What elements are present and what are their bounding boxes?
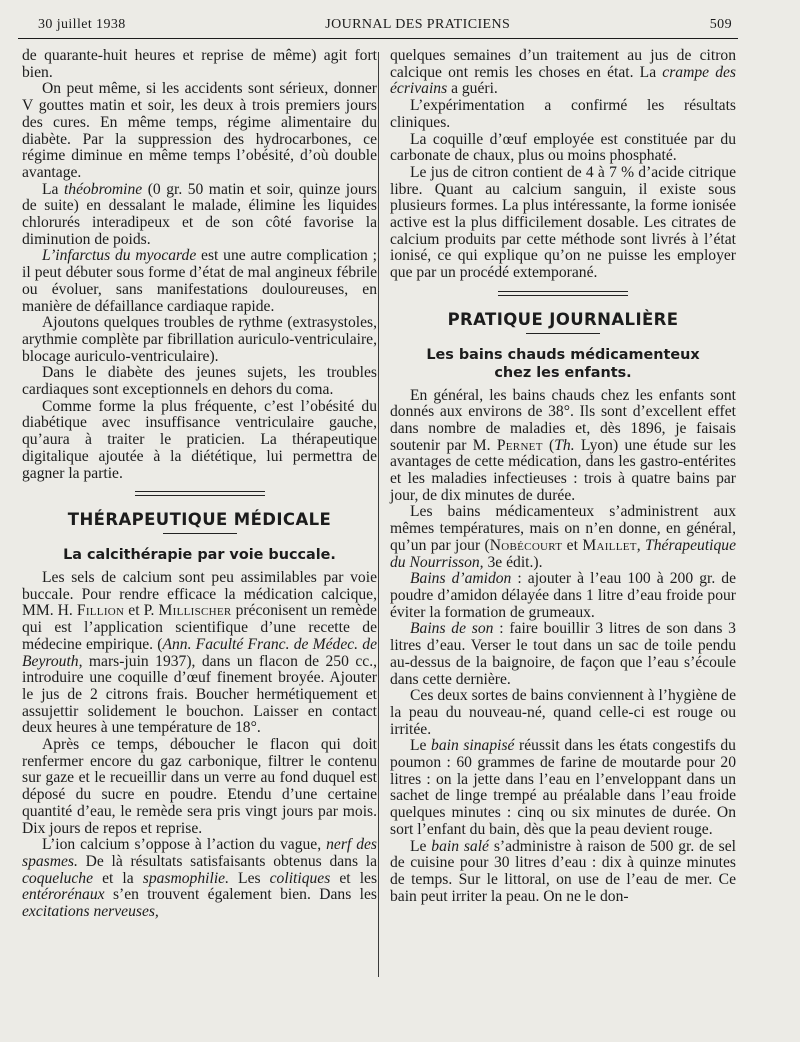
header-page-number: 509 (709, 17, 732, 32)
article-title: Les bains chauds médicamenteux chez les enfants. (426, 346, 700, 381)
paragraph: L’ion calcium s’oppose à l’action du vague, nerf des spasmes. De là résultats satisfaisants obtenus dans la coqueluche et la spasmophilie. Les colitiques et les entérorénaux s’en trouvent également bien. Dans les excitations nerveuses, (22, 836, 378, 921)
paragraph: Le bain sinapisé réussit dans les états congestifs du poumon : 60 grammes de farine de moutarde pour 20 litres : on la jette dans l’eau en l’enveloppant dans un sachet de linge trempé au préalable dans l’eau froide quelques minutes : cinq ou six minutes de durée. On sort l’enfant du bain, dès que la peau devient rouge. (390, 737, 736, 838)
paragraph: Bains de son : faire bouillir 3 litres de son dans 3 litres d’eau. Verser le tout dans un sac de toile pendu au-dessus de la baignoire, de façon que l’eau s’écoule dans cette dernière. (390, 620, 736, 688)
section-title: PRATIQUE JOURNALIÈRE (447, 309, 679, 329)
paragraph: L’expérimentation a confirmé les résultats cliniques. (390, 97, 736, 131)
paragraph: Après ce temps, déboucher le flacon qui doit renfermer encore du gaz carbonique, filtrer le contenu sur gaze et le recueillir dans un verre au fond duquel est déposé du sucre en poudre. Etendu d’une certaine quantité d’eau, le remède sera pris vingt jours par mois. Dix jours de repos et reprise. (22, 736, 377, 837)
paragraph: de quarante-huit heures et reprise de même) agit fort bien. (22, 47, 377, 81)
header-date: 30 juillet 1938 (38, 17, 126, 32)
column-divider (378, 52, 379, 977)
paragraph: Les bains médicamenteux s’administrent aux mêmes températures, mais on n’en donne, en général, qu’un par jour (Nobécourt et Maillet, Thérapeutique du Nourrisson, 3e édit.). (390, 503, 736, 571)
section-separator (498, 291, 628, 296)
section-underline (526, 333, 600, 334)
paragraph: Ajoutons quelques troubles de rythme (extrasystoles, arythmie complète par fibrillation auriculo-ventriculaire, blocage auriculo-ventriculaire). (22, 314, 377, 365)
paragraph: L’infarctus du myocarde est une autre complication ; il peut débuter sous forme d’état de mal angineux fébrile ou évoluer, sans manifestations douloureuses, en manière de défaillance cardiaque rapide. (22, 247, 377, 315)
left-column (22, 48, 377, 921)
page-header (38, 14, 732, 36)
section-title: THÉRAPEUTIQUE MÉDICALE (67, 510, 332, 530)
paragraph: quelques semaines d’un traitement au jus de citron calcique ont remis les choses en état. La crampe des écrivains a guéri. (390, 47, 736, 98)
paragraph: En général, les bains chauds chez les enfants sont donnés aux environs de 38°. Ils sont d’excellent effet dans nombre de maladies et, dès 1896, je faisais soutenir par M. Pernet (Th. Lyon) une étude sur les avantages de cette médication, dans les gastro-entérites et les maladies infectieuses : trois à quatre bains par jour, de dix minutes de durée. (390, 386, 737, 504)
paragraph: La théobromine (0 gr. 50 matin et soir, quinze jours de suite) en dessalant le malade, élimine les liquides chlorurés interadipeux et de son côté favorise la diminution de poids. (22, 180, 377, 248)
paragraph: On peut même, si les accidents sont sérieux, donner V gouttes matin et soir, les deux à trois premiers jours des cures. En même temps, régime alimentaire du diabète. Par la suppression des hydrocarbones, ce régime diminue en même temps l’obésité, d’où double avantage. (22, 80, 377, 181)
paragraph: Ces deux sortes de bains conviennent à l’hygiène de la peau du nouveau-né, quand celle-ci est rouge ou irritée. (390, 687, 736, 738)
paragraph: Bains d’amidon : ajouter à l’eau 100 à 200 gr. de poudre d’amidon délayée dans 1 litre d’eau froide pour éviter la formation de grumeaux. (390, 570, 736, 621)
right-column (390, 48, 736, 905)
section-separator (135, 491, 265, 496)
paragraph: Comme forme la plus fréquente, c’est l’obésité du diabétique avec insuffisance ventriculaire gauche, qu’aura à traiter le praticien. La thérapeutique digitalique ajoutée à la diététique, lui permettra de gagner la partie. (22, 397, 377, 482)
header-journal-title: JOURNAL DES PRATICIENS (325, 17, 511, 32)
section-underline (163, 533, 237, 534)
article-title: La calcithérapie par voie buccale. (63, 546, 336, 563)
header-rule (18, 38, 738, 39)
paragraph: Le jus de citron contient de 4 à 7 % d’acide citrique libre. Quant au calcium sanguin, il existe sous plusieurs formes. La plus intéressante, la forme ionisée active est la plus difficilement dosable. Les citrates de calcium produits par cette méthode sont livrés à l’état ionisé, ce qui explique qu’on ne puisse les employer que par un procédé extemporané. (390, 163, 736, 282)
paragraph: Le bain salé s’administre à raison de 500 gr. de sel de cuisine pour 30 litres d’eau : dix à quinze minutes de temps. Sur le littoral, on use de l’eau de mer. Ce bain peut irriter la peau. On ne le don- (390, 837, 736, 905)
paragraph: Dans le diabète des jeunes sujets, les troubles cardiaques sont exceptionnels en dehors du coma. (22, 364, 377, 399)
paragraph: La coquille d’œuf employée est constituée par du carbonate de chaux, plus ou moins phosphaté. (390, 130, 736, 165)
paragraph: Les sels de calcium sont peu assimilables par voie buccale. Pour rendre efficace la médication calcique, MM. H. Fillion et P. Millischer préconisent un remède qui est l’application scientifique d’une recette de médecine empirique. (Ann. Faculté Franc. de Médec. de Beyrouth, mars-juin 1937), dans un flacon de 250 cc., introduire une coquille d’œuf finement broyée. Ajouter le jus de 2 citrons frais. Boucher hermétiquement et assujettir solidement le bouchon. Laisser en contact deux heures à une température de 18°. (22, 568, 377, 737)
